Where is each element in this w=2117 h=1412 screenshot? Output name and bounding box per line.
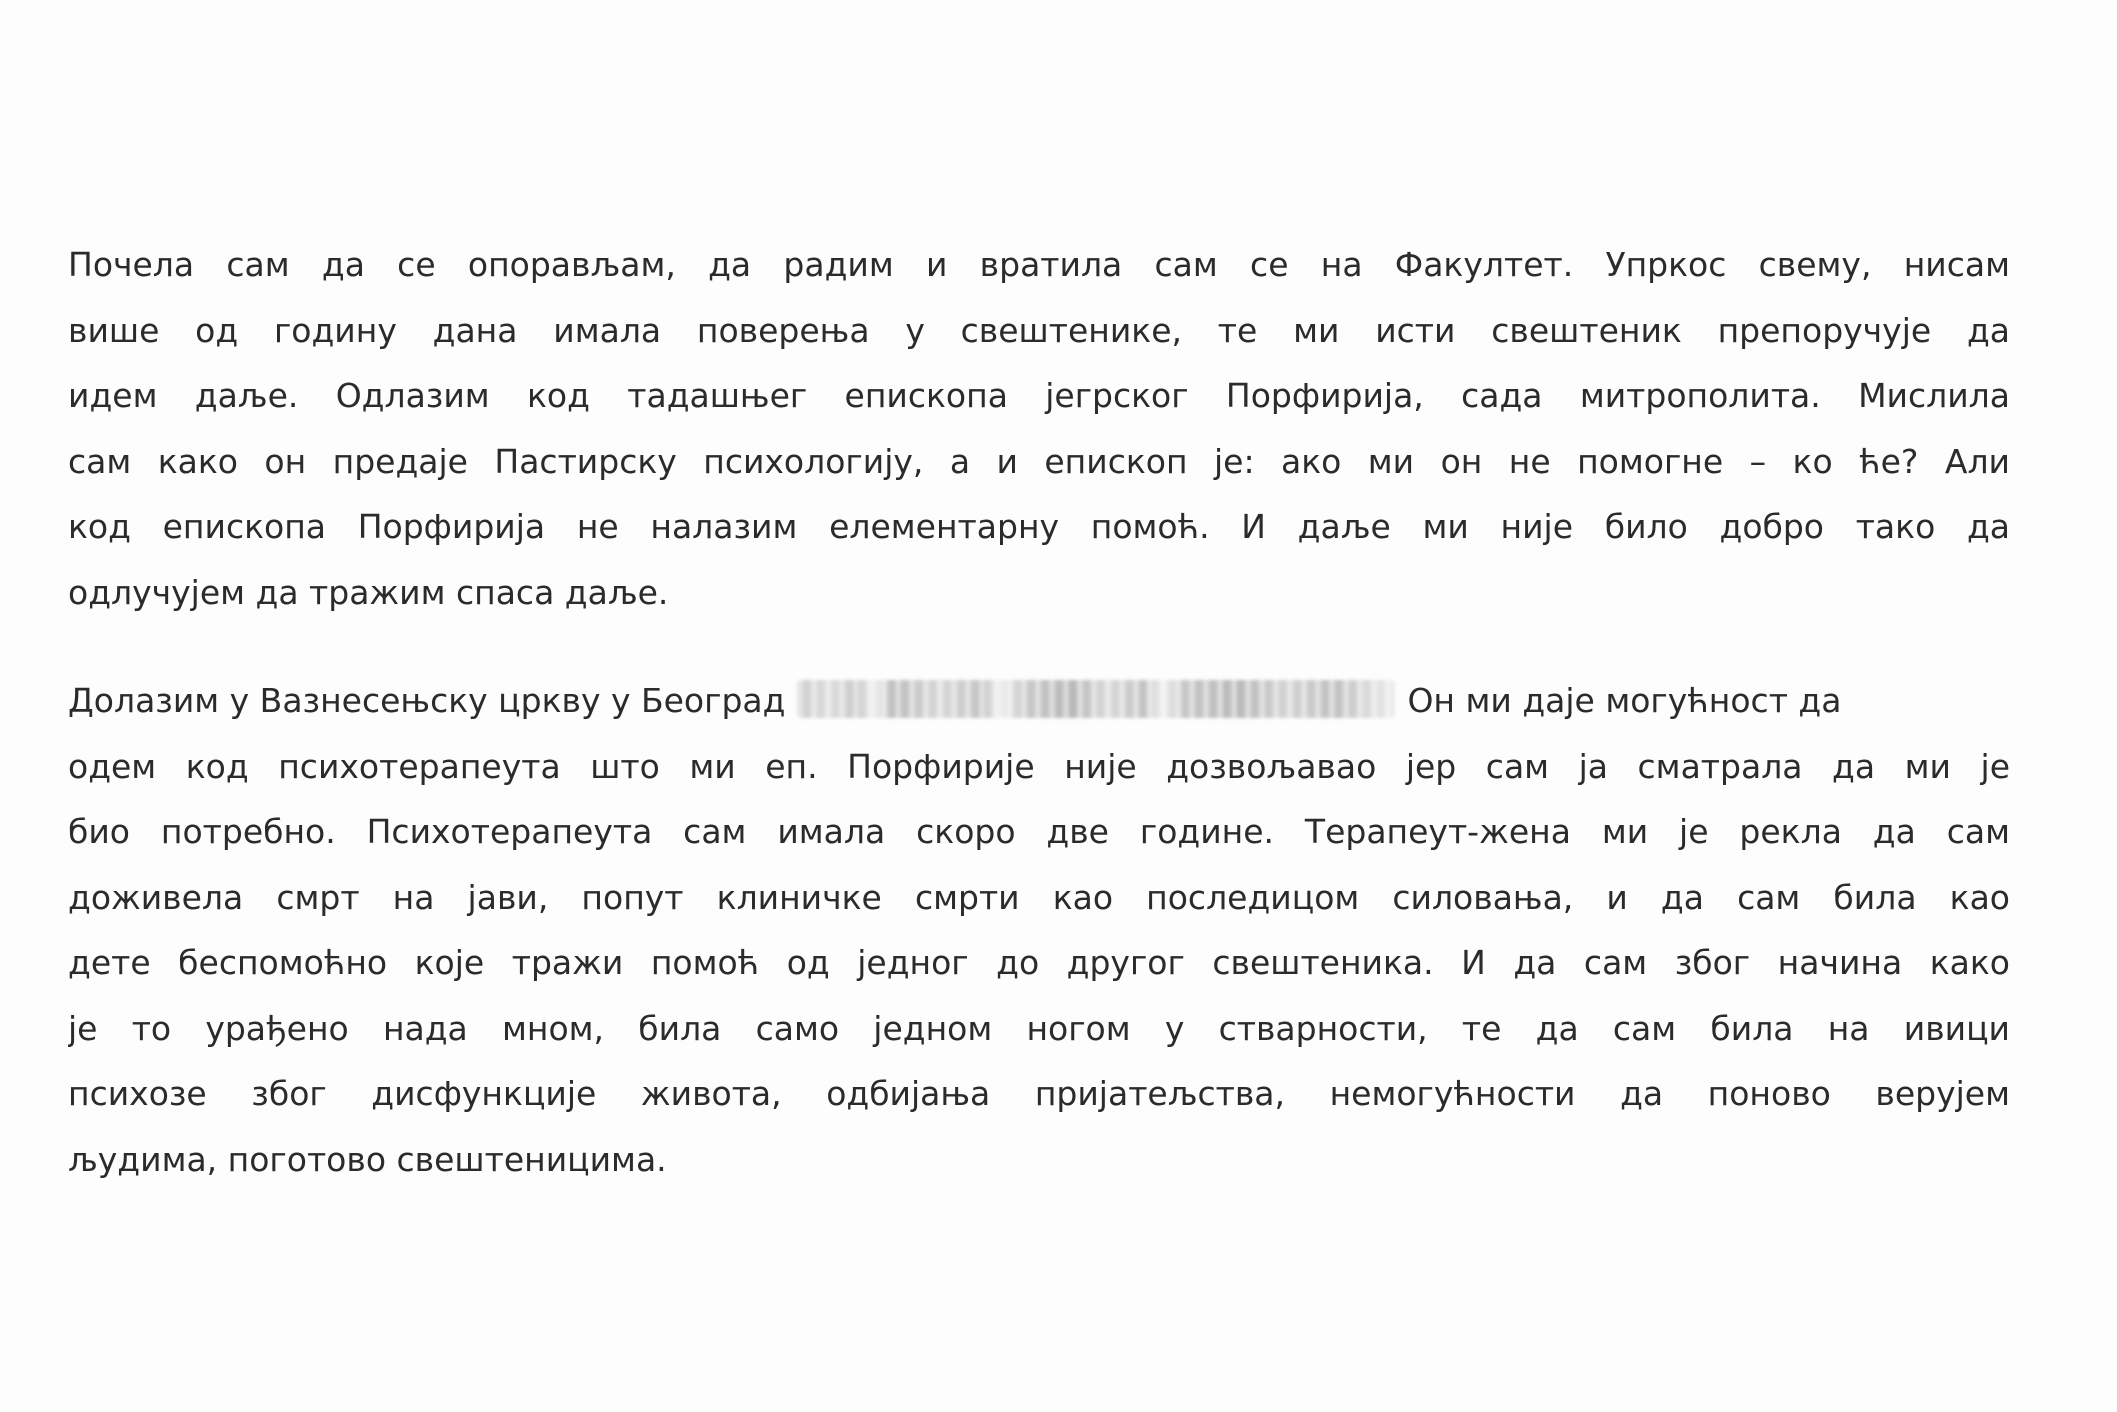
- text-segment: Долазим у Вазнесењску цркву у Београд: [68, 681, 786, 720]
- text-line: је то урађено нада мном, била само једном ногом у стварности, те да сам била на ивици: [68, 1008, 2010, 1048]
- text-line: људима, поготово свештеницима.: [68, 1139, 667, 1179]
- text-line: одлучујем да тражим спаса даље.: [68, 572, 669, 612]
- text-line: дете беспомоћно које тражи помоћ од једног до другог свештеника. И да сам због начина како: [68, 943, 2010, 982]
- text-line: одем код психотерапеута што ми еп. Порфирије није дозвољавао јер сам ја сматрала да ми је: [68, 746, 2010, 786]
- text-line: Почела сам да се опорављам, да радим и вратила сам се на Факултет. Упркос свему, нисам: [68, 245, 2010, 284]
- text-line: идем даље. Одлазим код тадашњег епископа јегрског Порфирија, сада митрополита. Мислила: [68, 376, 2010, 415]
- paragraph-1: [68, 232, 2010, 625]
- text-line: доживела смрт на јави, попут клиничке смрти као последицом силовања, и да сам била као: [68, 877, 2010, 917]
- text-line: био потребно. Психотерапеута сам имала скоро две године. Терапеут-жена ми је рекла да сам: [68, 812, 2010, 851]
- text-line: код епископа Порфирија не налазим елементарну помоћ. И даље ми није било добро тако да: [68, 507, 2010, 546]
- paragraph-2: [68, 668, 2010, 1192]
- redacted-text-block: [797, 680, 1395, 718]
- text-line-with-redaction: [68, 668, 2010, 734]
- text-line: психозе због дисфункције живота, одбијања пријатељства, немогућности да поново верујем: [68, 1074, 2010, 1113]
- text-line: више од годину дана имала поверења у свештенике, те ми исти свештеник препоручује да: [68, 310, 2010, 350]
- text-segment: Он ми даје могућност да: [1407, 681, 1842, 720]
- text-line: сам како он предаје Пастирску психологију, а и епископ је: ако ми он не помогне – ко ће? Али: [68, 441, 2010, 481]
